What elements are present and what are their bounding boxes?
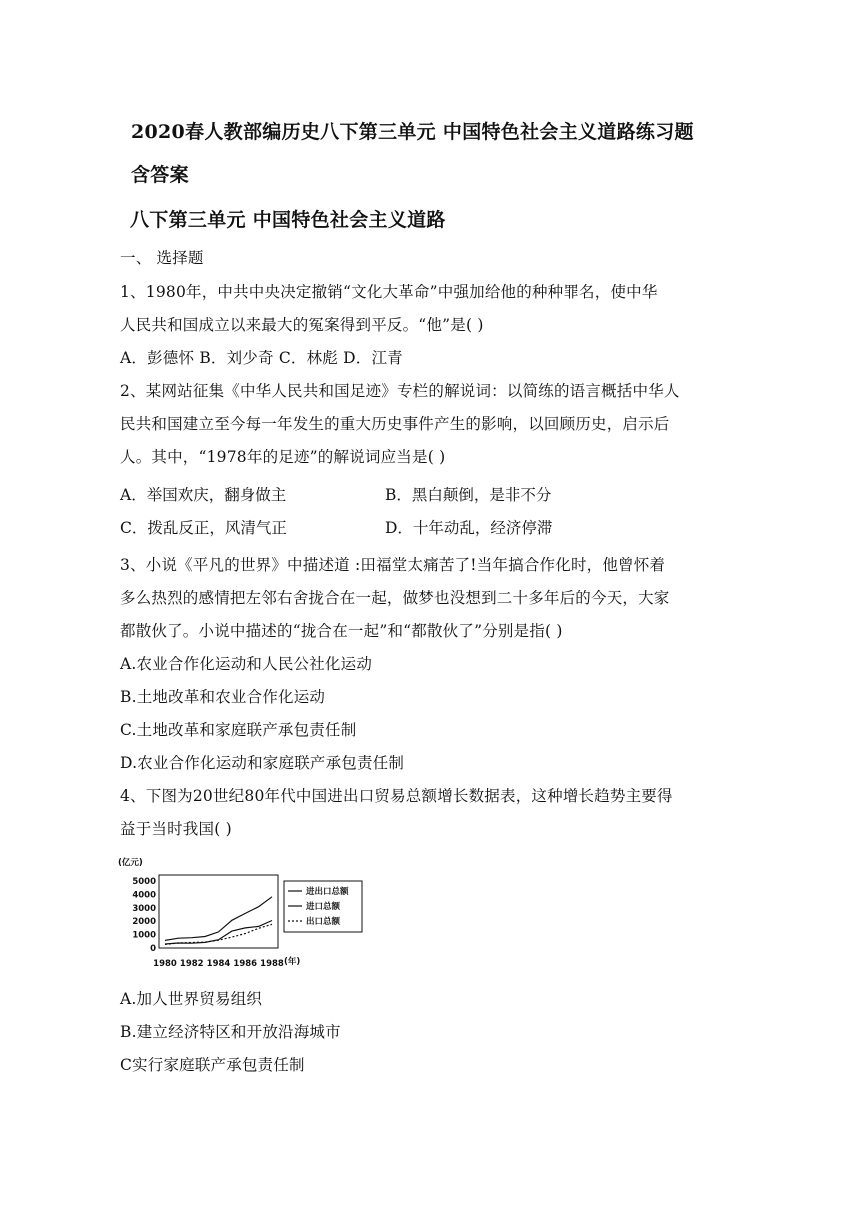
y-tick-label: 5000	[132, 877, 156, 887]
y-tick-label: 0	[150, 944, 156, 954]
q1-line2: 人民共和国成立以来最大的冤案得到平反。“他”是( )	[120, 316, 484, 334]
doc-title-line1: 2020春人教部编历史八下第三单元 中国特色社会主义道路练习题	[131, 121, 694, 143]
y-tick-label: 2000	[132, 917, 156, 928]
q3-option-a: A.农业合作化运动和人民公社化运动	[120, 655, 373, 673]
q3-option-d: D.农业合作化运动和家庭联产承包责任制	[120, 754, 405, 772]
q4-line2: 益于当时我国( )	[120, 820, 232, 838]
q2-option-b: B．黑白颠倒，是非不分	[385, 486, 552, 504]
y-tick-label: 3000	[132, 903, 156, 914]
legend-label-2: 进口总额	[306, 902, 341, 912]
legend-label-3: 出口总额	[306, 917, 341, 927]
q4-option-b: B.建立经济特区和开放沿海城市	[120, 1023, 341, 1041]
x-tick-label: 1984	[206, 959, 231, 969]
q4-option-c: C实行家庭联产承包责任制	[120, 1056, 305, 1074]
x-tick-label: 1982	[179, 959, 204, 969]
unit-heading: 八下第三单元 中国特色社会主义道路	[130, 209, 446, 231]
series-line-3	[165, 924, 272, 944]
y-axis-label: (亿元)	[118, 858, 143, 868]
trade-chart	[116, 853, 366, 973]
x-tick-label: 1980	[153, 959, 177, 969]
q3-option-b: B.土地改革和农业合作化运动	[120, 688, 326, 706]
series-line-1	[165, 897, 272, 941]
y-tick-label: 4000	[132, 890, 156, 901]
q3-line2: 多么热烈的感情把左邻右舍拢合在一起，做梦也没想到二十多年后的今天，大家	[120, 589, 670, 607]
q4-line1: 4、下图为20世纪80年代中国进出口贸易总额增长数据表，这种增长趋势主要得	[120, 787, 673, 805]
x-tick-label: 1986	[233, 959, 258, 969]
q4-option-a: A.加人世界贸易组织	[120, 990, 263, 1008]
x-axis-label: (年)	[284, 957, 301, 967]
q2-line1: 2、某网站征集《中华人民共和国足迹》专栏的解说词：以简练的语言概括中华人	[120, 382, 680, 400]
legend-label-1: 进出口总额	[306, 887, 349, 897]
q3-line3: 都散伙了。小说中描述的“拢合在一起”和“都散伙了”分别是指( )	[120, 622, 563, 640]
q3-option-c: C.土地改革和家庭联产承包责任制	[120, 721, 357, 739]
q2-option-d: D．十年动乱，经济停滞	[385, 519, 553, 537]
q1-options: A．彭德怀 B．刘少奇 C．林彪 D．江青	[120, 349, 403, 367]
q2-option-c: C．拨乱反正，风清气正	[120, 519, 287, 537]
doc-title-line2: 含答案	[131, 164, 189, 186]
q1-line1: 1、1980年，中共中央决定撤销“文化大革命”中强加给他的种种罪名，使中华	[120, 283, 658, 301]
q2-line2: 民共和国建立至今每一年发生的重大历史事件产生的影响，以回顾历史，启示后	[120, 415, 670, 433]
y-tick-label: 1000	[132, 930, 156, 941]
section-heading: 一、 选择题	[120, 249, 204, 267]
x-tick-label: 1988	[260, 959, 284, 969]
q2-line3: 人。其中，“1978年的足迹”的解说词应当是( )	[120, 448, 446, 466]
q2-option-a: A．举国欢庆，翻身做主	[120, 486, 287, 504]
plot-frame	[159, 875, 278, 948]
q3-line1: 3、小说《平凡的世界》中描述道 :田福堂太痛苦了!当年搞合作化时，他曾怀着	[120, 556, 666, 574]
